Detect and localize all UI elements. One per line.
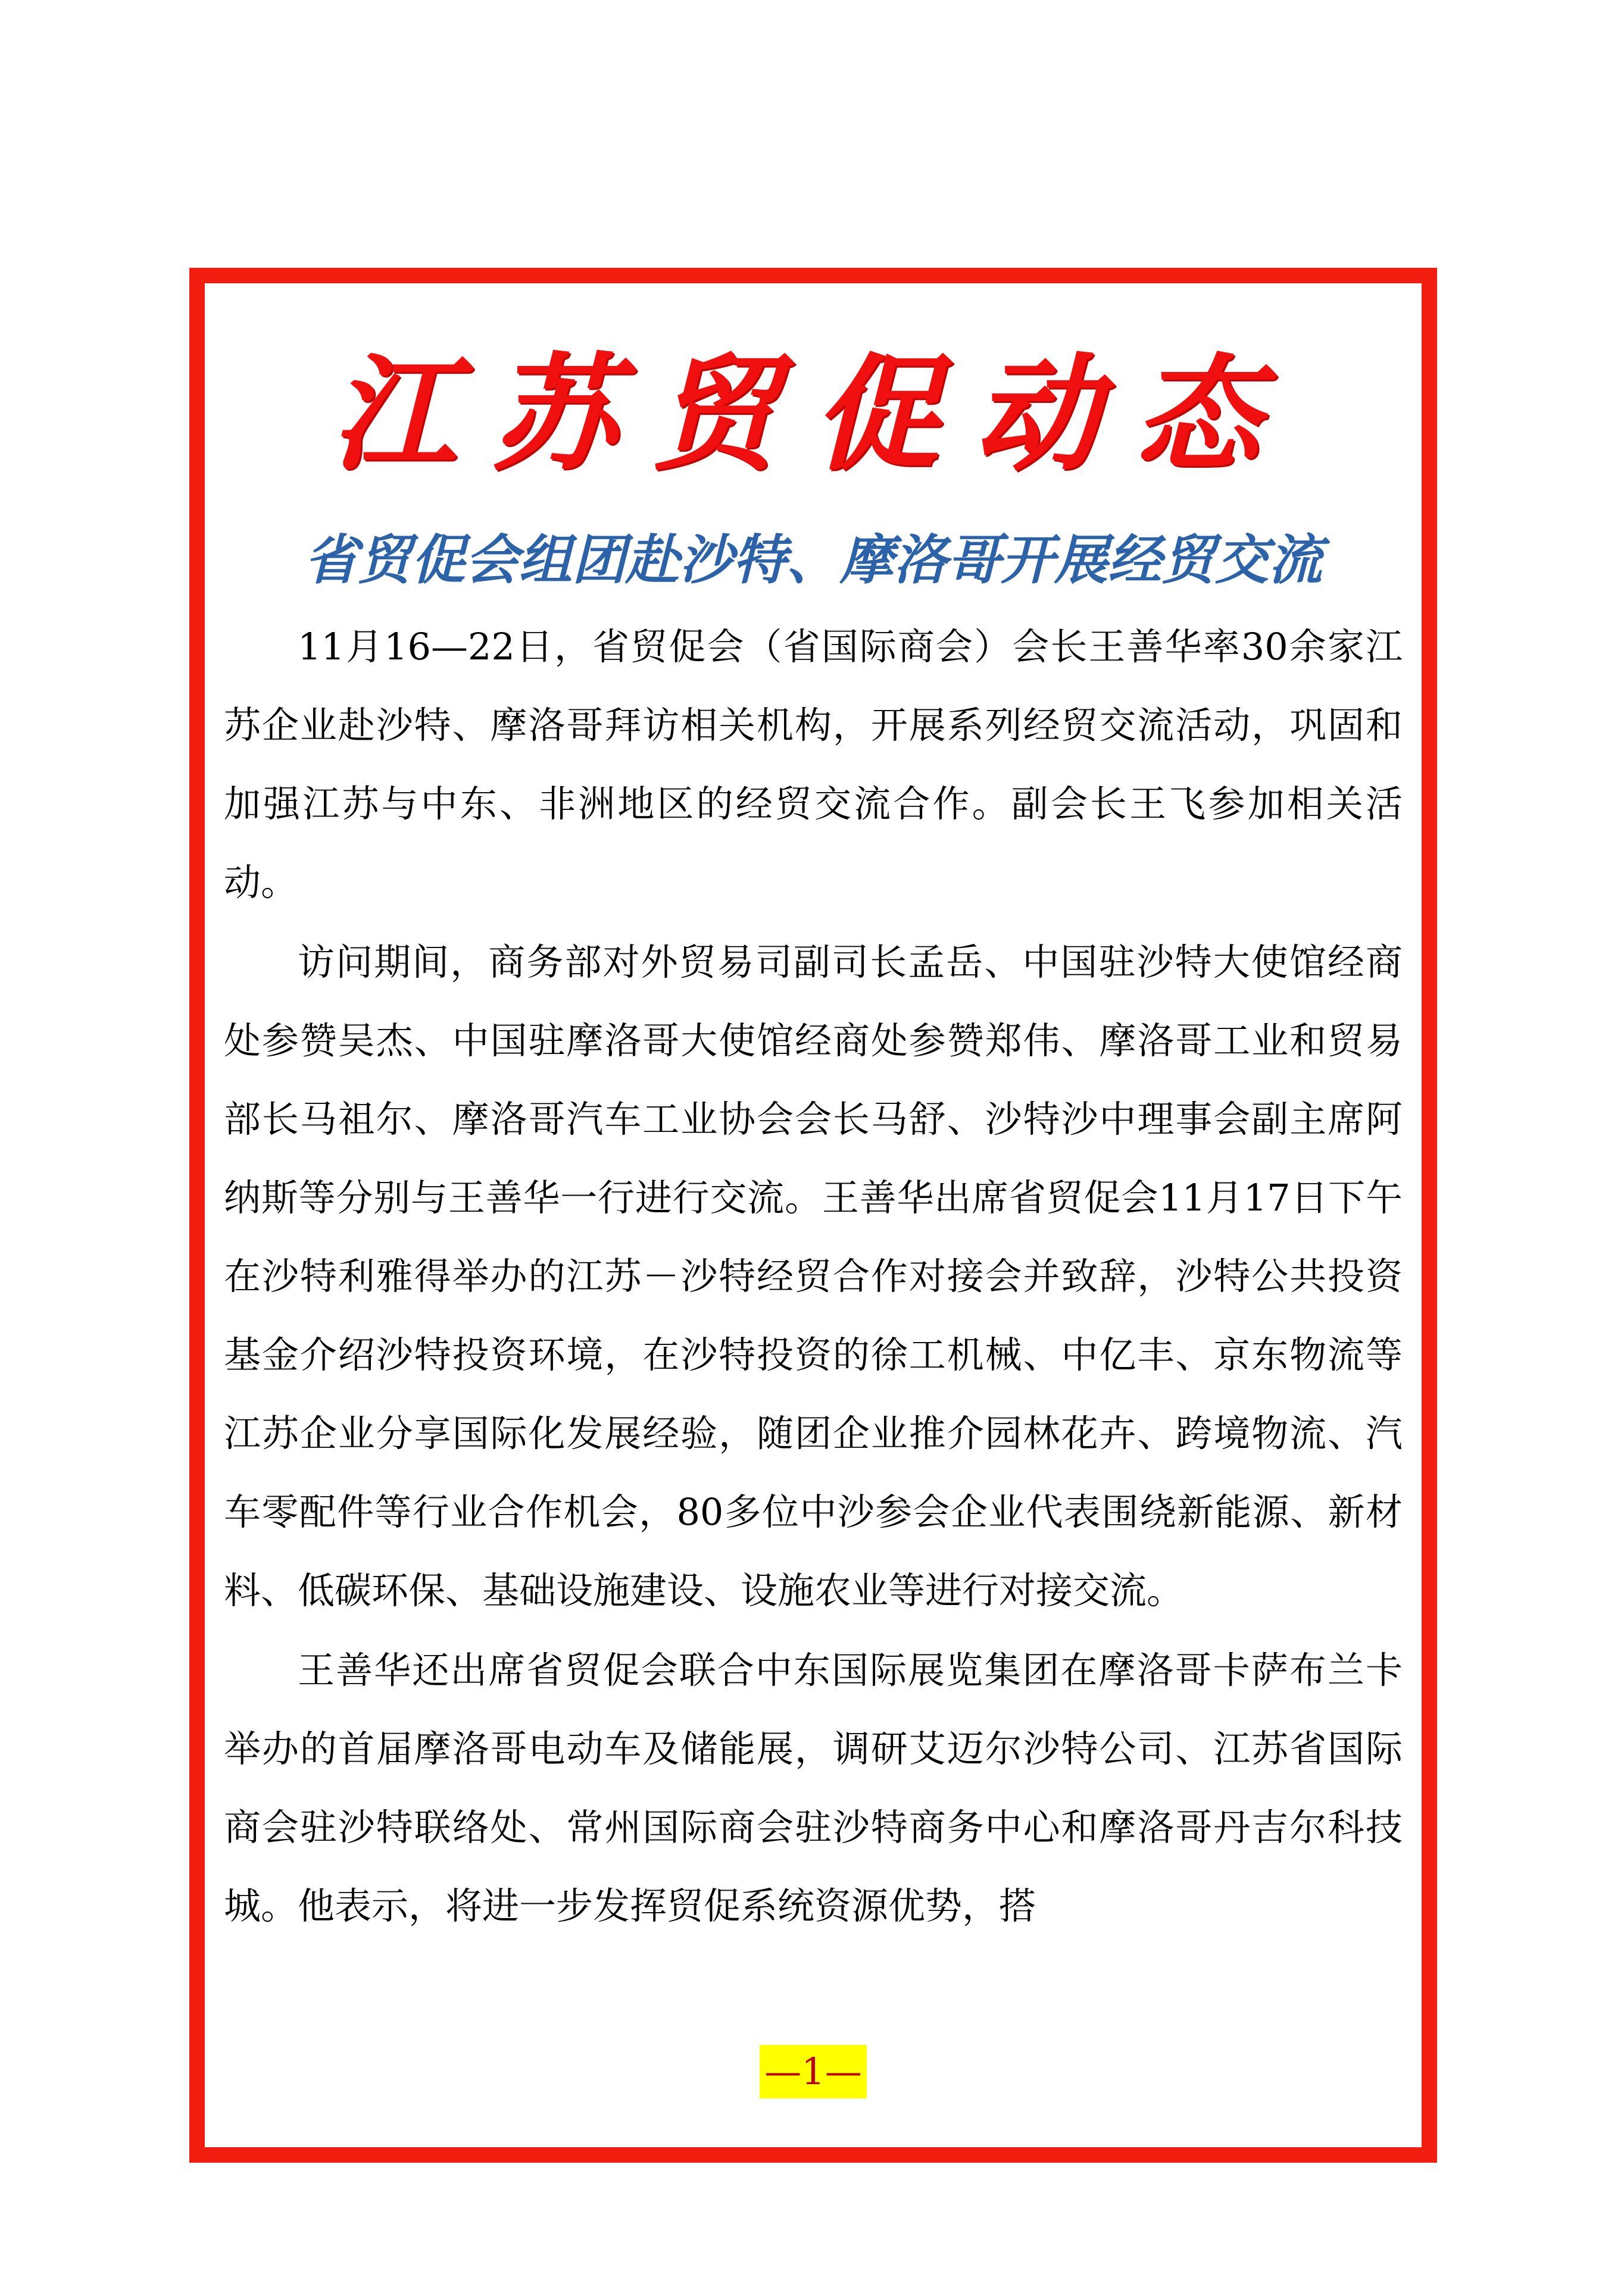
page-border-frame <box>189 268 1437 2163</box>
masthead-title: 江苏贸促动态 <box>330 340 1295 487</box>
paragraph-2: 访问期间，商务部对外贸易司副司长孟岳、中国驻沙特大使馆经商处参赞吴杰、中国驻摩洛哥大使馆经商处参赞郑伟、摩洛哥工业和贸易部长马祖尔、摩洛哥汽车工业协会会长马舒、沙特沙中理事会副主席阿纳斯等分别与王善华一行进行交流。王善华出席省贸促会11月17日下午在沙特利雅得举办的江苏－沙特经贸合作对接会并致辞，沙特公共投资基金介绍沙特投资环境，在沙特投资的徐工机械、中亿丰、京东物流等江苏企业分享国际化发展经验，随团企业推介园林花卉、跨境物流、汽车零配件等行业合作机会，80多位中沙参会企业代表围绕新能源、新材料、低碳环保、基础设施建设、设施农业等进行对接交流。 <box>224 940 1403 1612</box>
article-headline: 省贸促会组团赴沙特、摩洛哥开展经贸交流 <box>304 528 1322 592</box>
page-number-footer <box>205 2045 1422 2098</box>
page-number: —1— <box>760 2045 866 2098</box>
article-body <box>224 608 1403 1947</box>
paragraph-1: 11月16—22日，省贸促会（省国际商会）会长王善华率30余家江苏企业赴沙特、摩洛哥拜访相关机构，开展系列经贸交流活动，巩固和加强江苏与中东、非洲地区的经贸交流合作。副会长王飞参加相关活动。 <box>224 625 1403 904</box>
paragraph-3: 王善华还出席省贸促会联合中东国际展览集团在摩洛哥卡萨布兰卡举办的首届摩洛哥电动车及储能展，调研艾迈尔沙特公司、江苏省国际商会驻沙特联络处、常州国际商会驻沙特商务中心和摩洛哥丹吉尔科技城。他表示，将进一步发挥贸促系统资源优势，搭 <box>224 1649 1403 1928</box>
